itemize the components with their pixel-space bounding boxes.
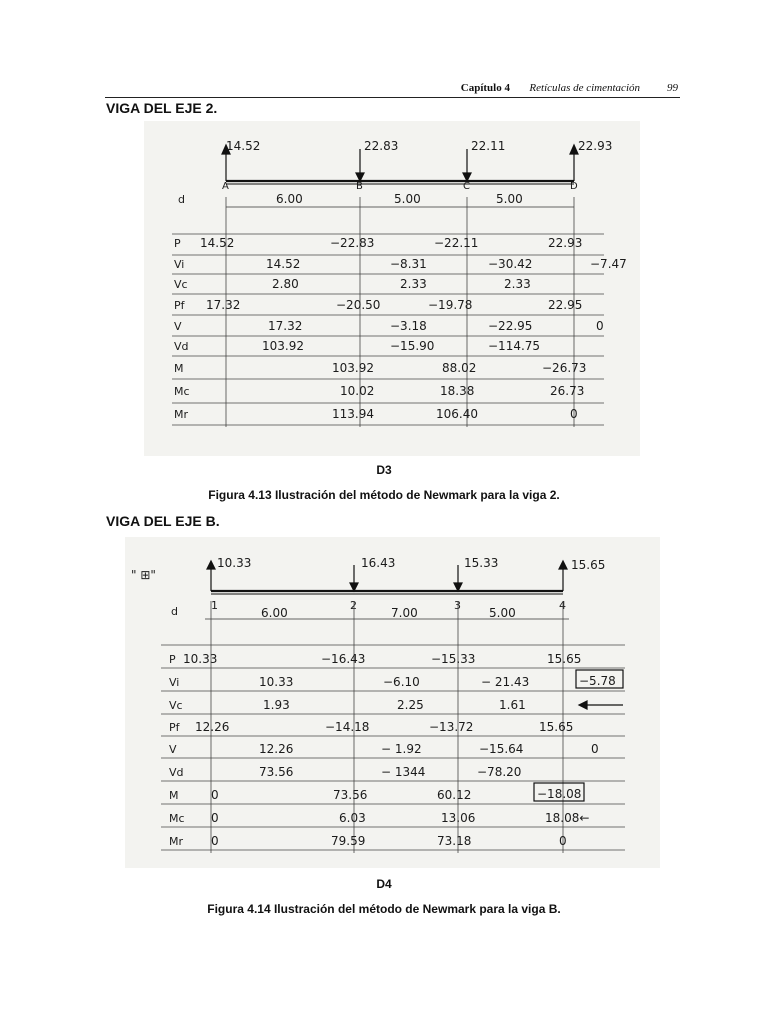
page-number: 99: [667, 82, 678, 94]
node-label: 2: [350, 599, 357, 612]
cell-value: −16.43: [321, 652, 366, 666]
span-length: 7.00: [391, 606, 418, 620]
span-length: 5.00: [394, 192, 421, 206]
cell-value: − 1344: [381, 765, 426, 779]
cell-value: −114.75: [488, 339, 541, 353]
cell-value: 10.02: [340, 384, 375, 398]
figure-label-d3: D3: [376, 463, 392, 477]
chapter-label: Capítulo 4: [460, 82, 510, 94]
span-length: 5.00: [496, 192, 523, 206]
span-length: 5.00: [489, 606, 516, 620]
figure-label-d4: D4: [376, 877, 392, 891]
table-values: [183, 652, 616, 848]
row-label: P: [169, 653, 176, 666]
load-label: 10.33: [217, 556, 252, 570]
cell-value: −5.78: [579, 674, 616, 688]
cell-value: −15.64: [479, 742, 524, 756]
cell-value: −7.47: [590, 257, 627, 271]
row-label: Pf: [169, 721, 180, 734]
cell-value: −22.11: [434, 236, 479, 250]
node-label: C: [463, 181, 470, 192]
node-label: B: [356, 181, 363, 192]
cell-value: 103.92: [262, 339, 304, 353]
section-title-viga-2: VIGA DEL EJE 2.: [106, 100, 218, 116]
cell-value: −78.20: [477, 765, 522, 779]
transfer-arrow: [579, 701, 623, 709]
cell-value: 12.26: [195, 720, 230, 734]
cell-value: 26.73: [550, 384, 585, 398]
cell-value: 1.61: [499, 698, 526, 712]
cell-value: 0: [596, 319, 604, 333]
cell-value: 73.56: [259, 765, 294, 779]
cell-value: −14.18: [325, 720, 370, 734]
load-arrow-up-1: [207, 561, 215, 591]
cell-value: 73.18: [437, 834, 472, 848]
table-grid: [172, 197, 604, 427]
row-label: Vc: [174, 278, 188, 291]
cell-value: 0: [211, 788, 219, 802]
figure-caption-4-14: Figura 4.14 Ilustración del método de Newmark para la viga B.: [207, 902, 561, 916]
cell-value: −15.90: [390, 339, 435, 353]
load-arrow-up-4: [559, 561, 567, 591]
load-arrow-down-2: [350, 565, 358, 591]
cell-value: 15.65: [539, 720, 574, 734]
row-label: P: [174, 237, 181, 250]
cell-value: −19.78: [428, 298, 473, 312]
row-label: Vd: [169, 766, 184, 779]
cell-value: 13.06: [441, 811, 476, 825]
figure-caption-4-13: Figura 4.13 Ilustración del método de Newmark para la viga 2.: [208, 488, 560, 502]
row-label: Mc: [174, 385, 190, 398]
cell-value: 103.92: [332, 361, 374, 375]
span-d-label: d: [178, 193, 185, 206]
cell-value: 6.03: [339, 811, 366, 825]
cell-value: 17.32: [206, 298, 241, 312]
newmark-drawing-viga-2: [144, 121, 640, 456]
span-d-label: d: [171, 605, 178, 618]
cell-value: −22.95: [488, 319, 533, 333]
table-values: [200, 236, 627, 421]
row-label: Vd: [174, 340, 189, 353]
load-label: 14.52: [226, 139, 261, 153]
cell-value: −18.08: [537, 787, 582, 801]
row-label: M: [174, 362, 184, 375]
cell-value: −30.42: [488, 257, 533, 271]
row-label: Mr: [174, 408, 189, 421]
row-label: M: [169, 789, 179, 802]
cell-value: 2.33: [504, 277, 531, 291]
cell-value: 60.12: [437, 788, 472, 802]
load-label: 22.93: [578, 139, 613, 153]
page-header: [105, 80, 680, 98]
row-label: Vi: [174, 258, 185, 271]
section-title-viga-b: VIGA DEL EJE B.: [106, 513, 220, 529]
cell-value: −3.18: [390, 319, 427, 333]
cell-value: 106.40: [436, 407, 478, 421]
cell-value: −20.50: [336, 298, 381, 312]
node-label: 1: [211, 599, 218, 612]
cell-value: − 21.43: [481, 675, 530, 689]
cell-value: −26.73: [542, 361, 587, 375]
row-label: V: [174, 320, 182, 333]
cell-value: 2.25: [397, 698, 424, 712]
row-label: Mc: [169, 812, 185, 825]
cell-value: 22.93: [548, 236, 583, 250]
load-label: 15.65: [571, 558, 606, 572]
cell-value: 73.56: [333, 788, 368, 802]
node-label: 4: [559, 599, 566, 612]
row-label: Vc: [169, 699, 183, 712]
newmark-figure-viga-2: [144, 121, 640, 456]
cell-value: 14.52: [200, 236, 235, 250]
newmark-drawing-viga-b: [125, 537, 660, 868]
newmark-figure-viga-b: [125, 537, 660, 868]
cell-value: 0: [211, 811, 219, 825]
load-label: 22.11: [471, 139, 506, 153]
load-arrow-down-b: [356, 149, 364, 181]
cell-value: −13.72: [429, 720, 474, 734]
cell-value: −15.33: [431, 652, 476, 666]
cell-value: −6.10: [383, 675, 420, 689]
cell-value: 88.02: [442, 361, 477, 375]
cell-value: 0: [211, 834, 219, 848]
span-length: 6.00: [261, 606, 288, 620]
load-arrow-down-c: [463, 149, 471, 181]
load-arrow-up-d: [570, 145, 578, 181]
load-arrow-down-3: [454, 565, 462, 591]
cell-value: − 1.92: [381, 742, 422, 756]
cell-value: 113.94: [332, 407, 374, 421]
cell-value: −22.83: [330, 236, 375, 250]
node-label: 3: [454, 599, 461, 612]
cell-value: 17.32: [268, 319, 303, 333]
cell-value: 10.33: [259, 675, 294, 689]
row-label: Pf: [174, 299, 185, 312]
cell-value: 18.38: [440, 384, 475, 398]
cell-value: 0: [559, 834, 567, 848]
cell-value: 1.93: [263, 698, 290, 712]
chapter-title: Retículas de cimentación: [529, 82, 640, 94]
cell-value: 79.59: [331, 834, 366, 848]
load-label: 16.43: [361, 556, 396, 570]
cell-value: 14.52: [266, 257, 301, 271]
cell-value: 18.08←: [545, 811, 590, 825]
cell-value: 15.65: [547, 652, 582, 666]
cell-value: 22.95: [548, 298, 583, 312]
node-label: D: [570, 181, 578, 192]
load-label: 22.83: [364, 139, 399, 153]
cell-value: −8.31: [390, 257, 427, 271]
cell-value: 0: [570, 407, 578, 421]
cell-value: 12.26: [259, 742, 294, 756]
cell-value: 2.33: [400, 277, 427, 291]
cell-value: 2.80: [272, 277, 299, 291]
cell-value: 0: [591, 742, 599, 756]
row-label: Mr: [169, 835, 184, 848]
axis-tag: " ⊞": [131, 568, 156, 582]
row-label: Vi: [169, 676, 180, 689]
load-label: 15.33: [464, 556, 499, 570]
row-label: V: [169, 743, 177, 756]
span-length: 6.00: [276, 192, 303, 206]
cell-value: 10.33: [183, 652, 218, 666]
node-label: A: [222, 181, 229, 192]
